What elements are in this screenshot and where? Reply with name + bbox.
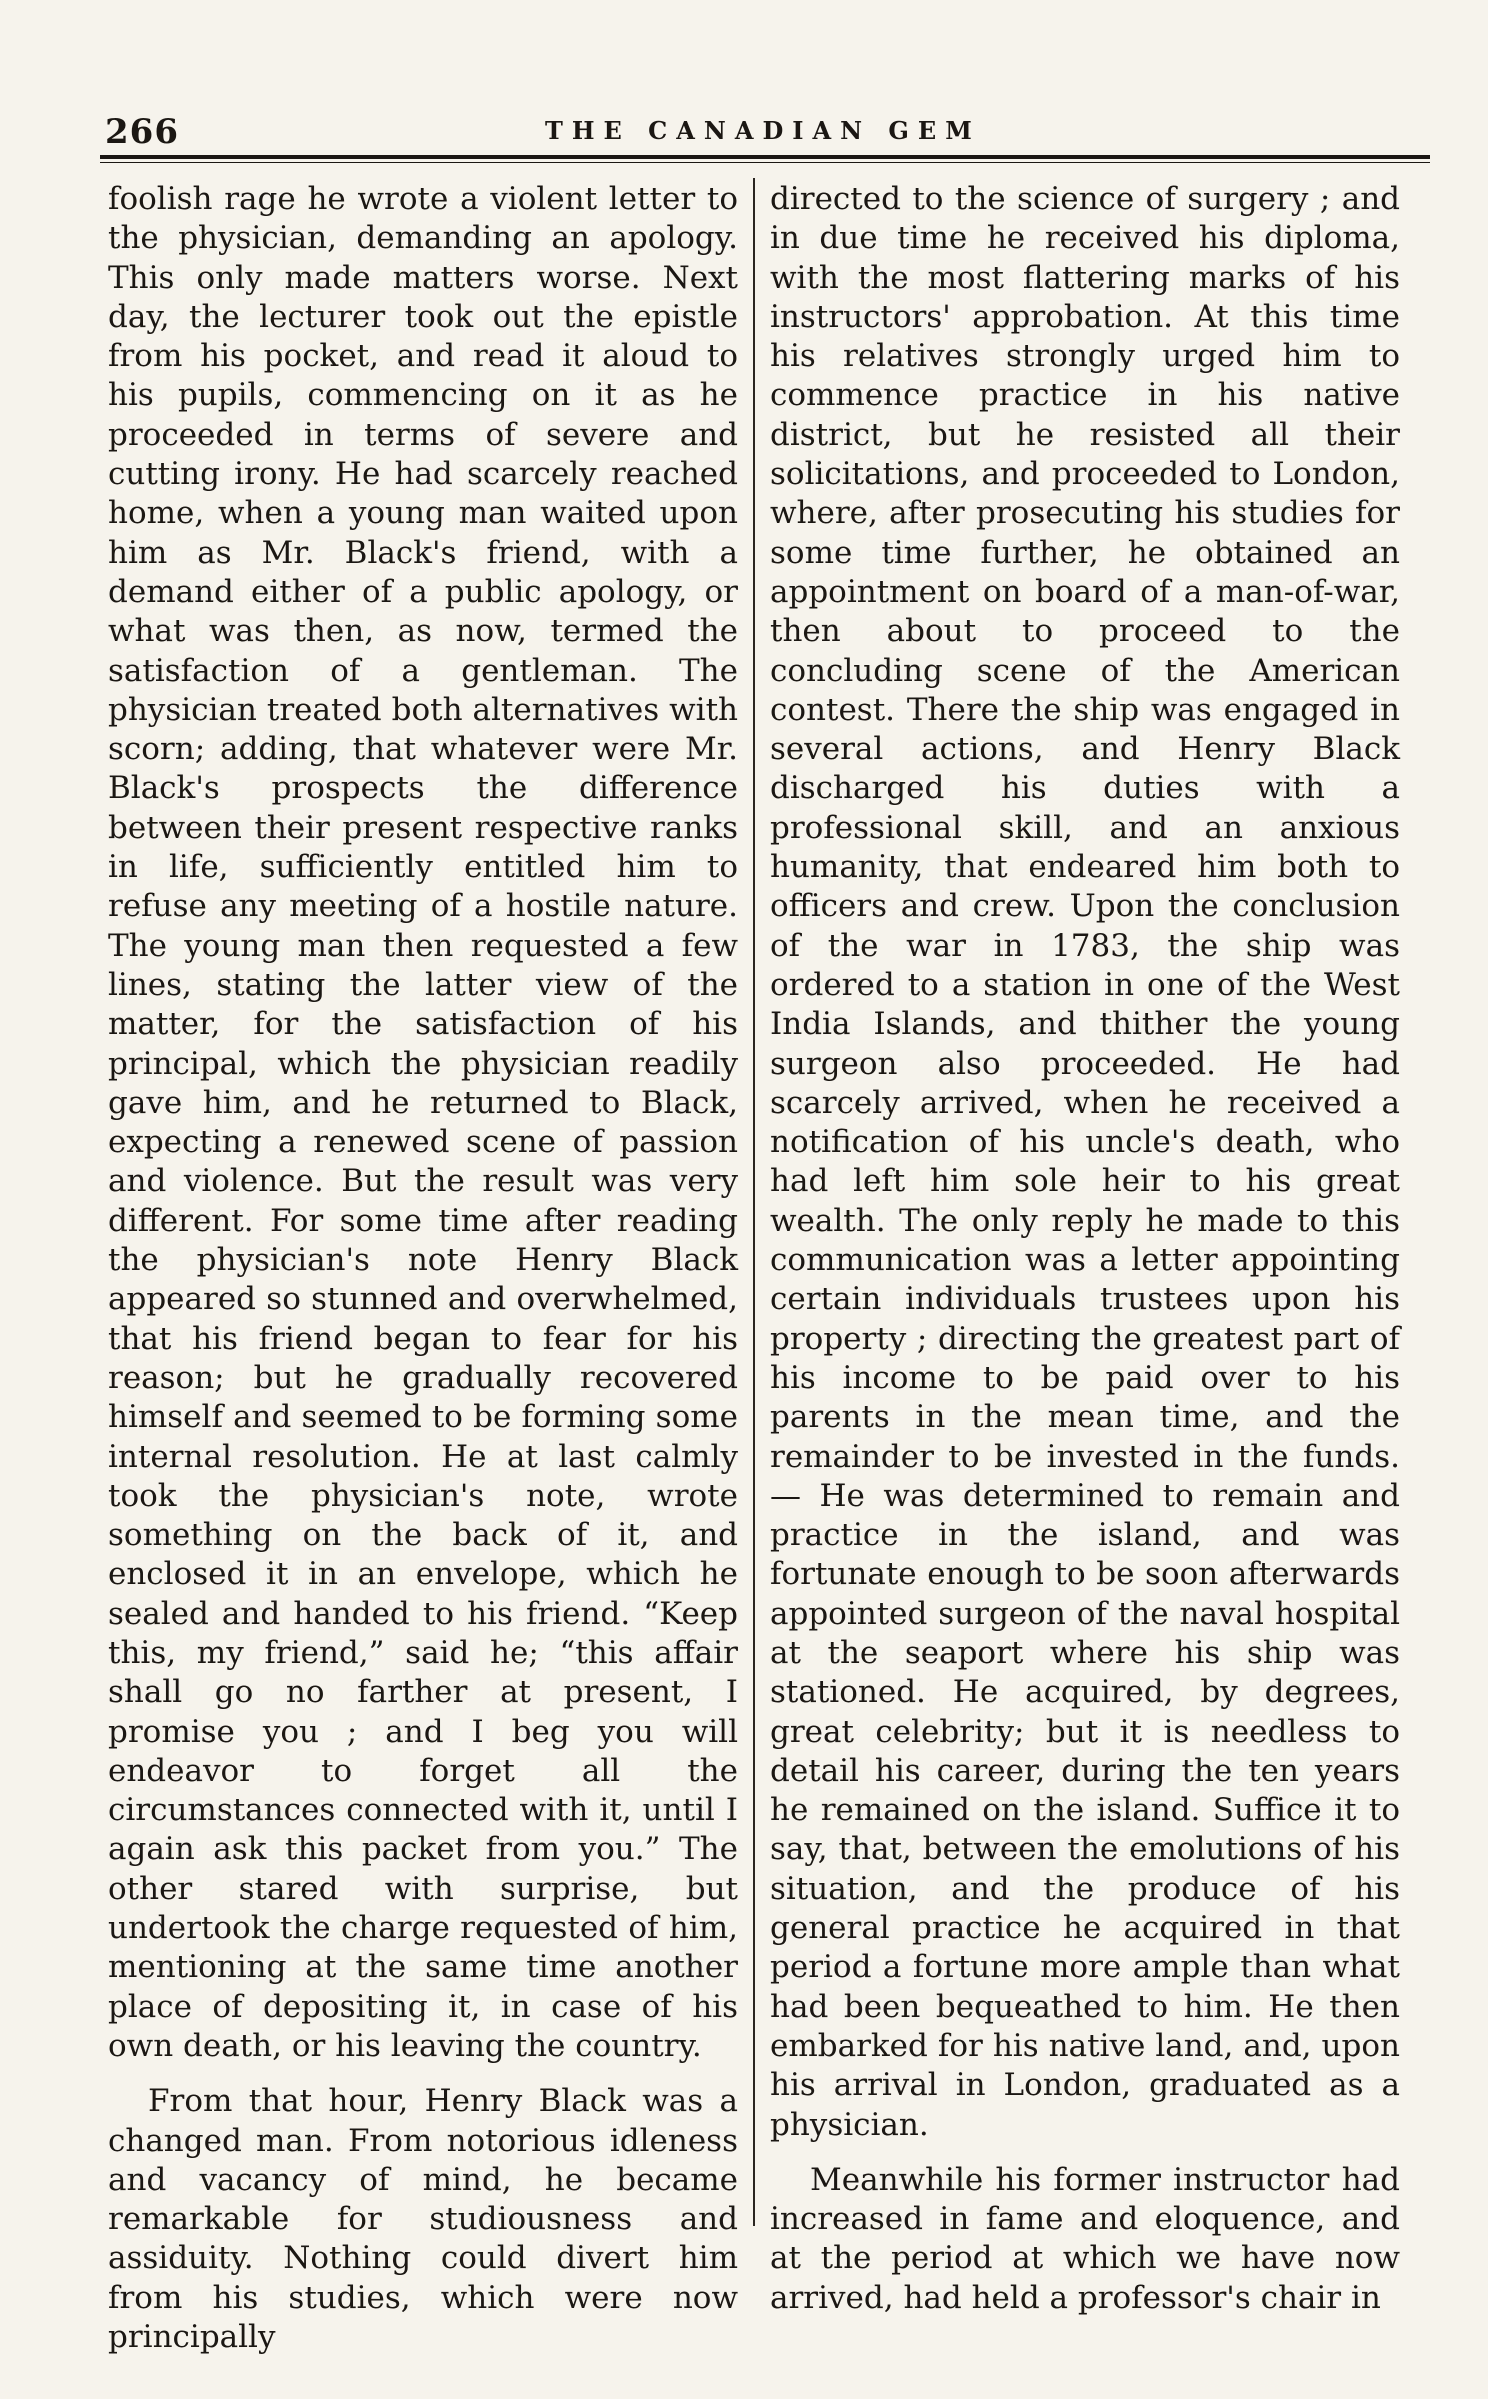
header-rule-thick — [100, 155, 1430, 159]
header-rule-thin — [100, 162, 1430, 163]
column-divider — [753, 178, 755, 2226]
left-paragraph-2: From that hour, Henry Black was a changed man. From notorious idleness and vacancy of mind, he became remarkable for studiousness and assiduity. Nothing could divert him from his studies, which were now principally — [108, 2083, 738, 2356]
left-paragraph-1: foolish rage he wrote a violent letter to the physician, demanding an apology. This only made matters worse. Next day, the lecturer took out the epistle from his pocket, and read it aloud to his pupils, commencing on it as he proceeded in terms of severe and cutting irony. He had scarcely reached home, when a young man waited upon him as Mr. Black's friend, with a demand either of a public apology, or what was then, as now, termed the satisfaction of a gentleman. The physician treated both alternatives with scorn; adding, that whatever were Mr. Black's prospects the difference between their present respective ranks in life, sufficiently entitled him to refuse any meeting of a hostile nature. The young man then requested a few lines, stating the latter view of the matter, for the satisfaction of his principal, which the physician readily gave him, and he returned to Black, expecting a renewed scene of passion and violence. But the result was very different. For some time after reading the physician's note Henry Black appeared so stunned and overwhelmed, that his friend began to fear for his reason; but he gradually recovered himself and seemed to be forming some internal resolution. He at last calmly took the physician's note, wrote something on the back of it, and enclosed it in an envelope, which he sealed and handed to his friend. “Keep this, my friend,” said he; “this affair shall go no farther at present, I promise you ; and I beg you will endeavor to forget all the circumstances connected with it, until I again ask this packet from you.” The other stared with surprise, but undertook the charge requested of him, mentioning at the same time another place of depositing it, in case of his own death, or his leaving the country. — [108, 181, 738, 2064]
running-title: THE CANADIAN GEM — [545, 116, 981, 145]
page-number: 266 — [105, 112, 179, 152]
right-paragraph-1: directed to the science of surgery ; and in due time he received his diploma, with the most flattering marks of his instructors' approbation. At this time his relatives strongly urged him to commence practice in his native district, but he resisted all their solicitations, and proceeded to London, where, after prosecuting his studies for some time further, he obtained an appointment on board of a man-of-war, then about to proceed to the concluding scene of the American contest. There the ship was engaged in several actions, and Henry Black discharged his duties with a professional skill, and an anxious humanity, that endeared him both to officers and crew. Upon the conclusion of the war in 1783, the ship was ordered to a station in one of the West India Islands, and thither the young surgeon also proceeded. He had scarcely arrived, when he received a notification of his uncle's death, who had left him sole heir to his great wealth. The only reply he made to this communication was a letter appointing certain individuals trustees upon his property ; directing the greatest part of his income to be paid over to his parents in the mean time, and the remainder to be invested in the funds.— He was determined to remain and practice in the island, and was fortunate enough to be soon afterwards appointed surgeon of the naval hospital at the seaport where his ship was stationed. He acquired, by degrees, great celebrity; but it is needless to detail his career, during the ten years he remained on the island. Suffice it to say, that, between the emolutions of his situation, and the produce of his general practice he acquired in that period a fortune more ample than what had been bequeathed to him. He then embarked for his native land, and, upon his arrival in London, graduated as a physician. — [770, 181, 1400, 2143]
page-header — [105, 112, 1430, 152]
left-column — [108, 180, 738, 2357]
right-column — [770, 180, 1400, 2318]
right-paragraph-2: Meanwhile his former instructor had increased in fame and eloquence, and at the period at which we have now arrived, had held a professor's chair in — [770, 2161, 1400, 2316]
